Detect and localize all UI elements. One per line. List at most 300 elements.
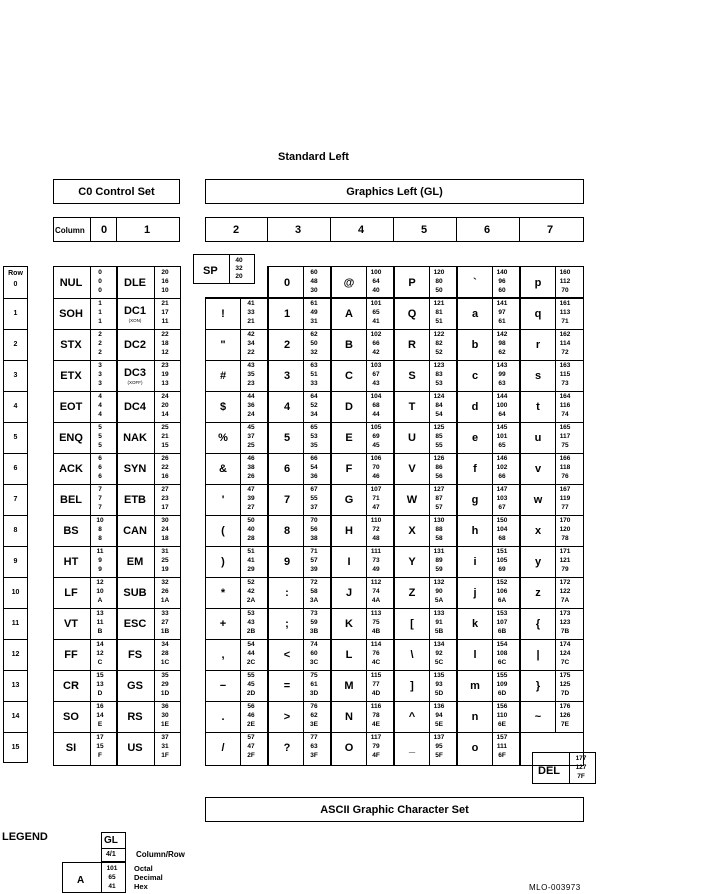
row-divider (53, 670, 180, 671)
row-number: 7 (13, 496, 18, 503)
char-code: 23 (161, 362, 169, 369)
char-code: 76 (372, 650, 380, 657)
char-code: 37 (310, 504, 318, 511)
char-cell: J (345, 587, 353, 599)
char-cell: DC1 (123, 305, 146, 317)
char-code: 125 (433, 424, 445, 431)
char-code: 80 (435, 278, 443, 285)
char-code: 79 (561, 566, 569, 573)
char-code: 100 (370, 269, 382, 276)
char-code: 82 (435, 340, 443, 347)
char-code: 6E (498, 721, 506, 728)
char-cell: e (471, 432, 479, 444)
char-cell: | (536, 649, 540, 661)
char-code: 164 (559, 393, 571, 400)
char-code: 1A (160, 597, 170, 604)
char-code: 77 (561, 504, 569, 511)
reference-number: MLO-003973 (529, 883, 581, 892)
char-code: 64 (498, 411, 506, 418)
row-divider (205, 577, 584, 578)
char-code: 43 (247, 619, 255, 626)
char-code: 7D (560, 690, 570, 697)
char-cell: n (471, 711, 479, 723)
char-sublabel: (XOFF) (127, 380, 143, 385)
char-code: 50 (310, 340, 318, 347)
legend-code-hex: 41 (108, 883, 116, 890)
char-code: 47 (372, 504, 380, 511)
char-cell: W (406, 494, 418, 506)
char-code: 20 (161, 269, 169, 276)
row-divider (53, 391, 180, 392)
char-code: 115 (559, 371, 571, 378)
char-code: 2 (98, 331, 102, 338)
char-code: 51 (247, 548, 255, 555)
legend-gl: GL (104, 835, 118, 846)
char-code: 55 (435, 442, 443, 449)
char-code: 58 (310, 588, 318, 595)
char-code: 12 (96, 650, 104, 657)
char-cell: . (221, 711, 225, 723)
char-code: 11 (96, 619, 104, 626)
char-code: 112 (559, 278, 571, 285)
char-code: 51 (435, 318, 443, 325)
char-cell: ESC (123, 618, 147, 630)
char-code: 43 (247, 362, 255, 369)
char-cell: VT (63, 618, 79, 630)
char-code: 3D (309, 690, 319, 697)
char-cell: Q (407, 308, 417, 320)
char-cell: RS (127, 711, 143, 723)
row-label-divider (3, 608, 28, 609)
gl-header (205, 179, 584, 204)
char-code: 61 (498, 318, 506, 325)
char-code: 65 (372, 309, 380, 316)
char-cell: k (471, 618, 479, 630)
char-cell: LF (64, 587, 78, 599)
column-divider (519, 218, 520, 242)
char-code: 22 (161, 331, 169, 338)
char-code: 53 (247, 610, 255, 617)
char-code: 41 (372, 318, 380, 325)
column-number: 0 (100, 224, 108, 236)
row-number: 4 (13, 403, 18, 410)
char-code: 75 (372, 619, 380, 626)
char-code: 50 (435, 287, 443, 294)
char-cell: L (345, 649, 353, 661)
char-code: 39 (310, 566, 318, 573)
char-code: 19 (161, 371, 169, 378)
char-code: 36 (161, 703, 169, 710)
char-code: 155 (496, 672, 508, 679)
char-code: 5F (435, 752, 443, 759)
char-code: 88 (435, 526, 443, 533)
row-number: 15 (11, 744, 20, 751)
char-code: 73 (561, 380, 569, 387)
char-code: 161 (559, 300, 571, 307)
char-code: 71 (561, 318, 569, 325)
char-cell: DC3 (123, 367, 146, 379)
char-cell: N (345, 711, 353, 723)
char-code: 120 (433, 269, 445, 276)
char-cell: Z (408, 587, 416, 599)
row-divider (205, 639, 584, 640)
char-code: 14 (96, 712, 104, 719)
char-code: 49 (372, 566, 380, 573)
row-number: 11 (11, 620, 20, 627)
char-cell: FS (127, 649, 143, 661)
char-code: 70 (372, 464, 380, 471)
legend-label-decimal: Decimal (134, 873, 163, 882)
char-code: 0 (98, 287, 102, 294)
char-code: 6 (98, 473, 102, 480)
legend-label-hex: Hex (134, 882, 148, 891)
char-code: 151 (496, 548, 508, 555)
char-code: 160 (559, 269, 571, 276)
char-code: 28 (161, 650, 169, 657)
char-cell: + (219, 618, 227, 630)
char-cell: BEL (60, 494, 82, 506)
char-code: 39 (247, 495, 255, 502)
c0-divider (154, 267, 155, 765)
char-cell: i (473, 556, 477, 568)
char-code: 85 (435, 433, 443, 440)
row-label-heading: Row (8, 270, 23, 277)
char-cell: f (473, 463, 477, 475)
char-code: 33 (247, 309, 255, 316)
legend-label-octal: Octal (134, 864, 153, 873)
char-cell: * (220, 587, 226, 599)
char-code: 9 (98, 566, 102, 573)
char-cell: d (471, 401, 479, 413)
char-code: 69 (372, 433, 380, 440)
char-code: 7 (98, 495, 102, 502)
char-cell: ' (221, 494, 225, 506)
char-cell: t (536, 401, 540, 413)
char-cell: ; (285, 618, 289, 630)
char-code: 63 (310, 362, 318, 369)
char-cell: C (345, 370, 353, 382)
char-code: 162 (559, 331, 571, 338)
char-cell: CAN (123, 525, 147, 537)
char-code: 50 (247, 517, 255, 524)
char-cell: DC2 (123, 339, 146, 351)
row-divider (53, 732, 180, 733)
char-cell: O (344, 742, 354, 754)
char-code: 34 (310, 411, 318, 418)
char-code: 1B (160, 628, 170, 635)
char-code: 2D (246, 690, 256, 697)
del-char: DEL (538, 765, 560, 777)
char-code: 175 (559, 672, 571, 679)
char-code: 47 (247, 486, 255, 493)
char-cell: HT (63, 556, 79, 568)
char-code: 41 (247, 300, 255, 307)
row-label-divider (3, 484, 28, 485)
char-cell: SO (63, 711, 79, 723)
char-cell: − (219, 680, 227, 692)
char-code: 13 (161, 380, 169, 387)
char-code: 37 (247, 433, 255, 440)
char-cell: D (345, 401, 353, 413)
char-code: 2C (246, 659, 256, 666)
char-code: 66 (498, 473, 506, 480)
char-code: 4 (98, 393, 102, 400)
char-code: 66 (310, 455, 318, 462)
char-code: 7C (560, 659, 570, 666)
char-cell: STX (60, 339, 82, 351)
char-code: 56 (435, 473, 443, 480)
char-code: 6C (497, 659, 507, 666)
row-number: 0 (13, 281, 18, 288)
char-code: 22 (247, 349, 255, 356)
char-cell: # (219, 370, 227, 382)
char-code: 16 (161, 473, 169, 480)
char-code: 125 (559, 681, 571, 688)
char-code: 21 (247, 318, 255, 325)
char-code: 6A (497, 597, 507, 604)
char-code: 94 (435, 712, 443, 719)
row-label-divider (3, 732, 28, 733)
char-code: 42 (247, 331, 255, 338)
char-code: 5E (435, 721, 443, 728)
legend-code-decimal: 65 (108, 874, 116, 881)
char-code: 91 (435, 619, 443, 626)
char-code: 93 (435, 681, 443, 688)
char-cell: r (535, 339, 541, 351)
del-divider (569, 753, 570, 783)
row-divider (53, 484, 180, 485)
char-code: 72 (561, 349, 569, 356)
char-code: 163 (559, 362, 571, 369)
char-cell: Y (408, 556, 416, 568)
char-cell: NUL (59, 277, 83, 289)
char-code: 114 (370, 641, 382, 648)
char-code: 10 (161, 287, 169, 294)
char-code: 113 (370, 610, 382, 617)
char-code: 101 (496, 433, 508, 440)
char-cell: j (473, 587, 477, 599)
char-cell: ACK (59, 463, 83, 475)
char-code: 105 (496, 557, 508, 564)
char-sublabel: (XON) (128, 318, 142, 323)
char-code: 35 (161, 672, 169, 679)
char-code: 2 (98, 340, 102, 347)
legend-code-octal: 101 (106, 865, 118, 872)
char-code: 101 (370, 300, 382, 307)
char-cell: o (471, 742, 479, 754)
char-cell: I (347, 556, 351, 568)
char-code: 6F (498, 752, 506, 759)
row-number: 1 (13, 310, 18, 317)
char-code: 1F (161, 752, 169, 759)
char-code: 141 (496, 300, 508, 307)
char-code: 117 (559, 433, 571, 440)
char-code: 60 (498, 287, 506, 294)
char-code: 13 (96, 681, 104, 688)
char-code: 172 (559, 579, 571, 586)
char-code: 98 (498, 340, 506, 347)
char-code: 2 (98, 349, 102, 356)
char-code: 153 (496, 610, 508, 617)
char-code: 156 (496, 703, 508, 710)
char-code: 54 (435, 411, 443, 418)
char-code: 64 (372, 278, 380, 285)
char-code: 38 (310, 535, 318, 542)
char-code: 57 (247, 734, 255, 741)
legend-char: A (77, 875, 85, 886)
char-code: 16 (161, 278, 169, 285)
char-code: 60 (310, 269, 318, 276)
char-cell: v (534, 463, 542, 475)
char-code: 96 (498, 278, 506, 285)
char-code: 89 (435, 557, 443, 564)
row-divider (205, 608, 584, 609)
char-code: 24 (161, 526, 169, 533)
char-code: 27 (161, 619, 169, 626)
char-cell: ` (473, 277, 477, 289)
char-code: 52 (247, 579, 255, 586)
char-code: 145 (496, 424, 508, 431)
char-cell: 3 (283, 370, 291, 382)
row-label-divider (3, 453, 28, 454)
legend-colrow-label: Column/Row (136, 850, 185, 859)
char-cell: ENQ (59, 432, 83, 444)
char-code: 27 (161, 486, 169, 493)
row-label-divider (3, 360, 28, 361)
char-code: 174 (559, 641, 571, 648)
char-code: 99 (498, 371, 506, 378)
column-divider (456, 218, 457, 242)
row-label-divider (3, 701, 28, 702)
char-code: 111 (496, 743, 508, 750)
char-code: 17 (96, 734, 104, 741)
c0-label: C0 Control Set (78, 185, 155, 198)
char-code: 35 (247, 371, 255, 378)
char-code: 24 (161, 393, 169, 400)
char-cell: A (345, 308, 353, 320)
char-code: 3 (98, 371, 102, 378)
char-code: 46 (247, 455, 255, 462)
char-cell: ) (221, 556, 225, 568)
row-label-divider (3, 639, 28, 640)
char-code: 76 (310, 703, 318, 710)
char-code: 54 (247, 641, 255, 648)
char-cell: SYN (123, 463, 147, 475)
char-code: 26 (161, 455, 169, 462)
char-cell: p (534, 277, 542, 289)
char-code: 124 (433, 393, 445, 400)
char-code: 64 (310, 393, 318, 400)
char-cell: m (470, 680, 480, 692)
char-cell: EM (126, 556, 144, 568)
char-cell: y (534, 556, 542, 568)
char-code: 36 (247, 402, 255, 409)
char-code: 122 (433, 331, 445, 338)
row-divider (205, 453, 584, 454)
char-code: 135 (433, 672, 445, 679)
char-code: 70 (561, 287, 569, 294)
row-divider (205, 422, 584, 423)
row-divider (53, 298, 180, 299)
char-code: 126 (559, 712, 571, 719)
char-code: 61 (310, 300, 318, 307)
char-cell: 6 (283, 463, 291, 475)
char-code: 52 (310, 402, 318, 409)
row-number: 2 (13, 341, 18, 348)
char-code: 72 (372, 526, 380, 533)
column-number: 3 (294, 224, 302, 236)
char-code: 83 (435, 371, 443, 378)
char-code: 3 (98, 362, 102, 369)
char-cell: ! (221, 308, 225, 320)
char-code: 157 (496, 734, 508, 741)
char-code: 53 (435, 380, 443, 387)
char-cell: ETX (60, 370, 82, 382)
char-code: 4C (371, 659, 381, 666)
char-cell: \ (410, 649, 414, 661)
sp-code-hex: 20 (235, 273, 243, 280)
char-code: 86 (435, 464, 443, 471)
char-code: 3 (98, 380, 102, 387)
char-cell: @ (343, 277, 355, 289)
column-number: 7 (546, 224, 554, 236)
del-code-hex: 7F (577, 773, 585, 780)
char-code: 5 (98, 433, 102, 440)
char-code: 29 (161, 681, 169, 688)
char-code: 30 (161, 712, 169, 719)
char-cell: 4 (283, 401, 291, 413)
char-code: 59 (435, 566, 443, 573)
char-code: 30 (310, 287, 318, 294)
char-code: 6 (98, 464, 102, 471)
char-code: 7A (560, 597, 570, 604)
char-code: 2A (246, 597, 256, 604)
char-code: 143 (496, 362, 508, 369)
char-cell: 9 (283, 556, 291, 568)
row-divider (205, 484, 584, 485)
char-code: 37 (161, 734, 169, 741)
char-code: 31 (161, 548, 169, 555)
char-code: 170 (559, 517, 571, 524)
char-code: 45 (247, 424, 255, 431)
row-divider (53, 546, 180, 547)
char-code: 24 (247, 411, 255, 418)
char-code: 92 (435, 650, 443, 657)
char-cell: , (221, 649, 225, 661)
char-code: 57 (310, 557, 318, 564)
row-label-divider (3, 391, 28, 392)
char-code: 154 (496, 641, 508, 648)
char-code: 5D (434, 690, 444, 697)
char-cell: h (471, 525, 479, 537)
row-divider (53, 639, 180, 640)
char-code: 62 (310, 331, 318, 338)
row-number: 13 (11, 682, 20, 689)
char-code: 103 (370, 362, 382, 369)
row-divider (205, 732, 584, 733)
row-divider (53, 608, 180, 609)
row-divider (205, 391, 584, 392)
char-code: 15 (96, 672, 104, 679)
char-cell: s (534, 370, 542, 382)
char-code: 104 (496, 526, 508, 533)
row-divider (53, 453, 180, 454)
column-number: 4 (357, 224, 365, 236)
char-code: 17 (161, 309, 169, 316)
row-number: 9 (13, 558, 18, 565)
char-code: 5 (98, 442, 102, 449)
char-code: 3E (310, 721, 318, 728)
